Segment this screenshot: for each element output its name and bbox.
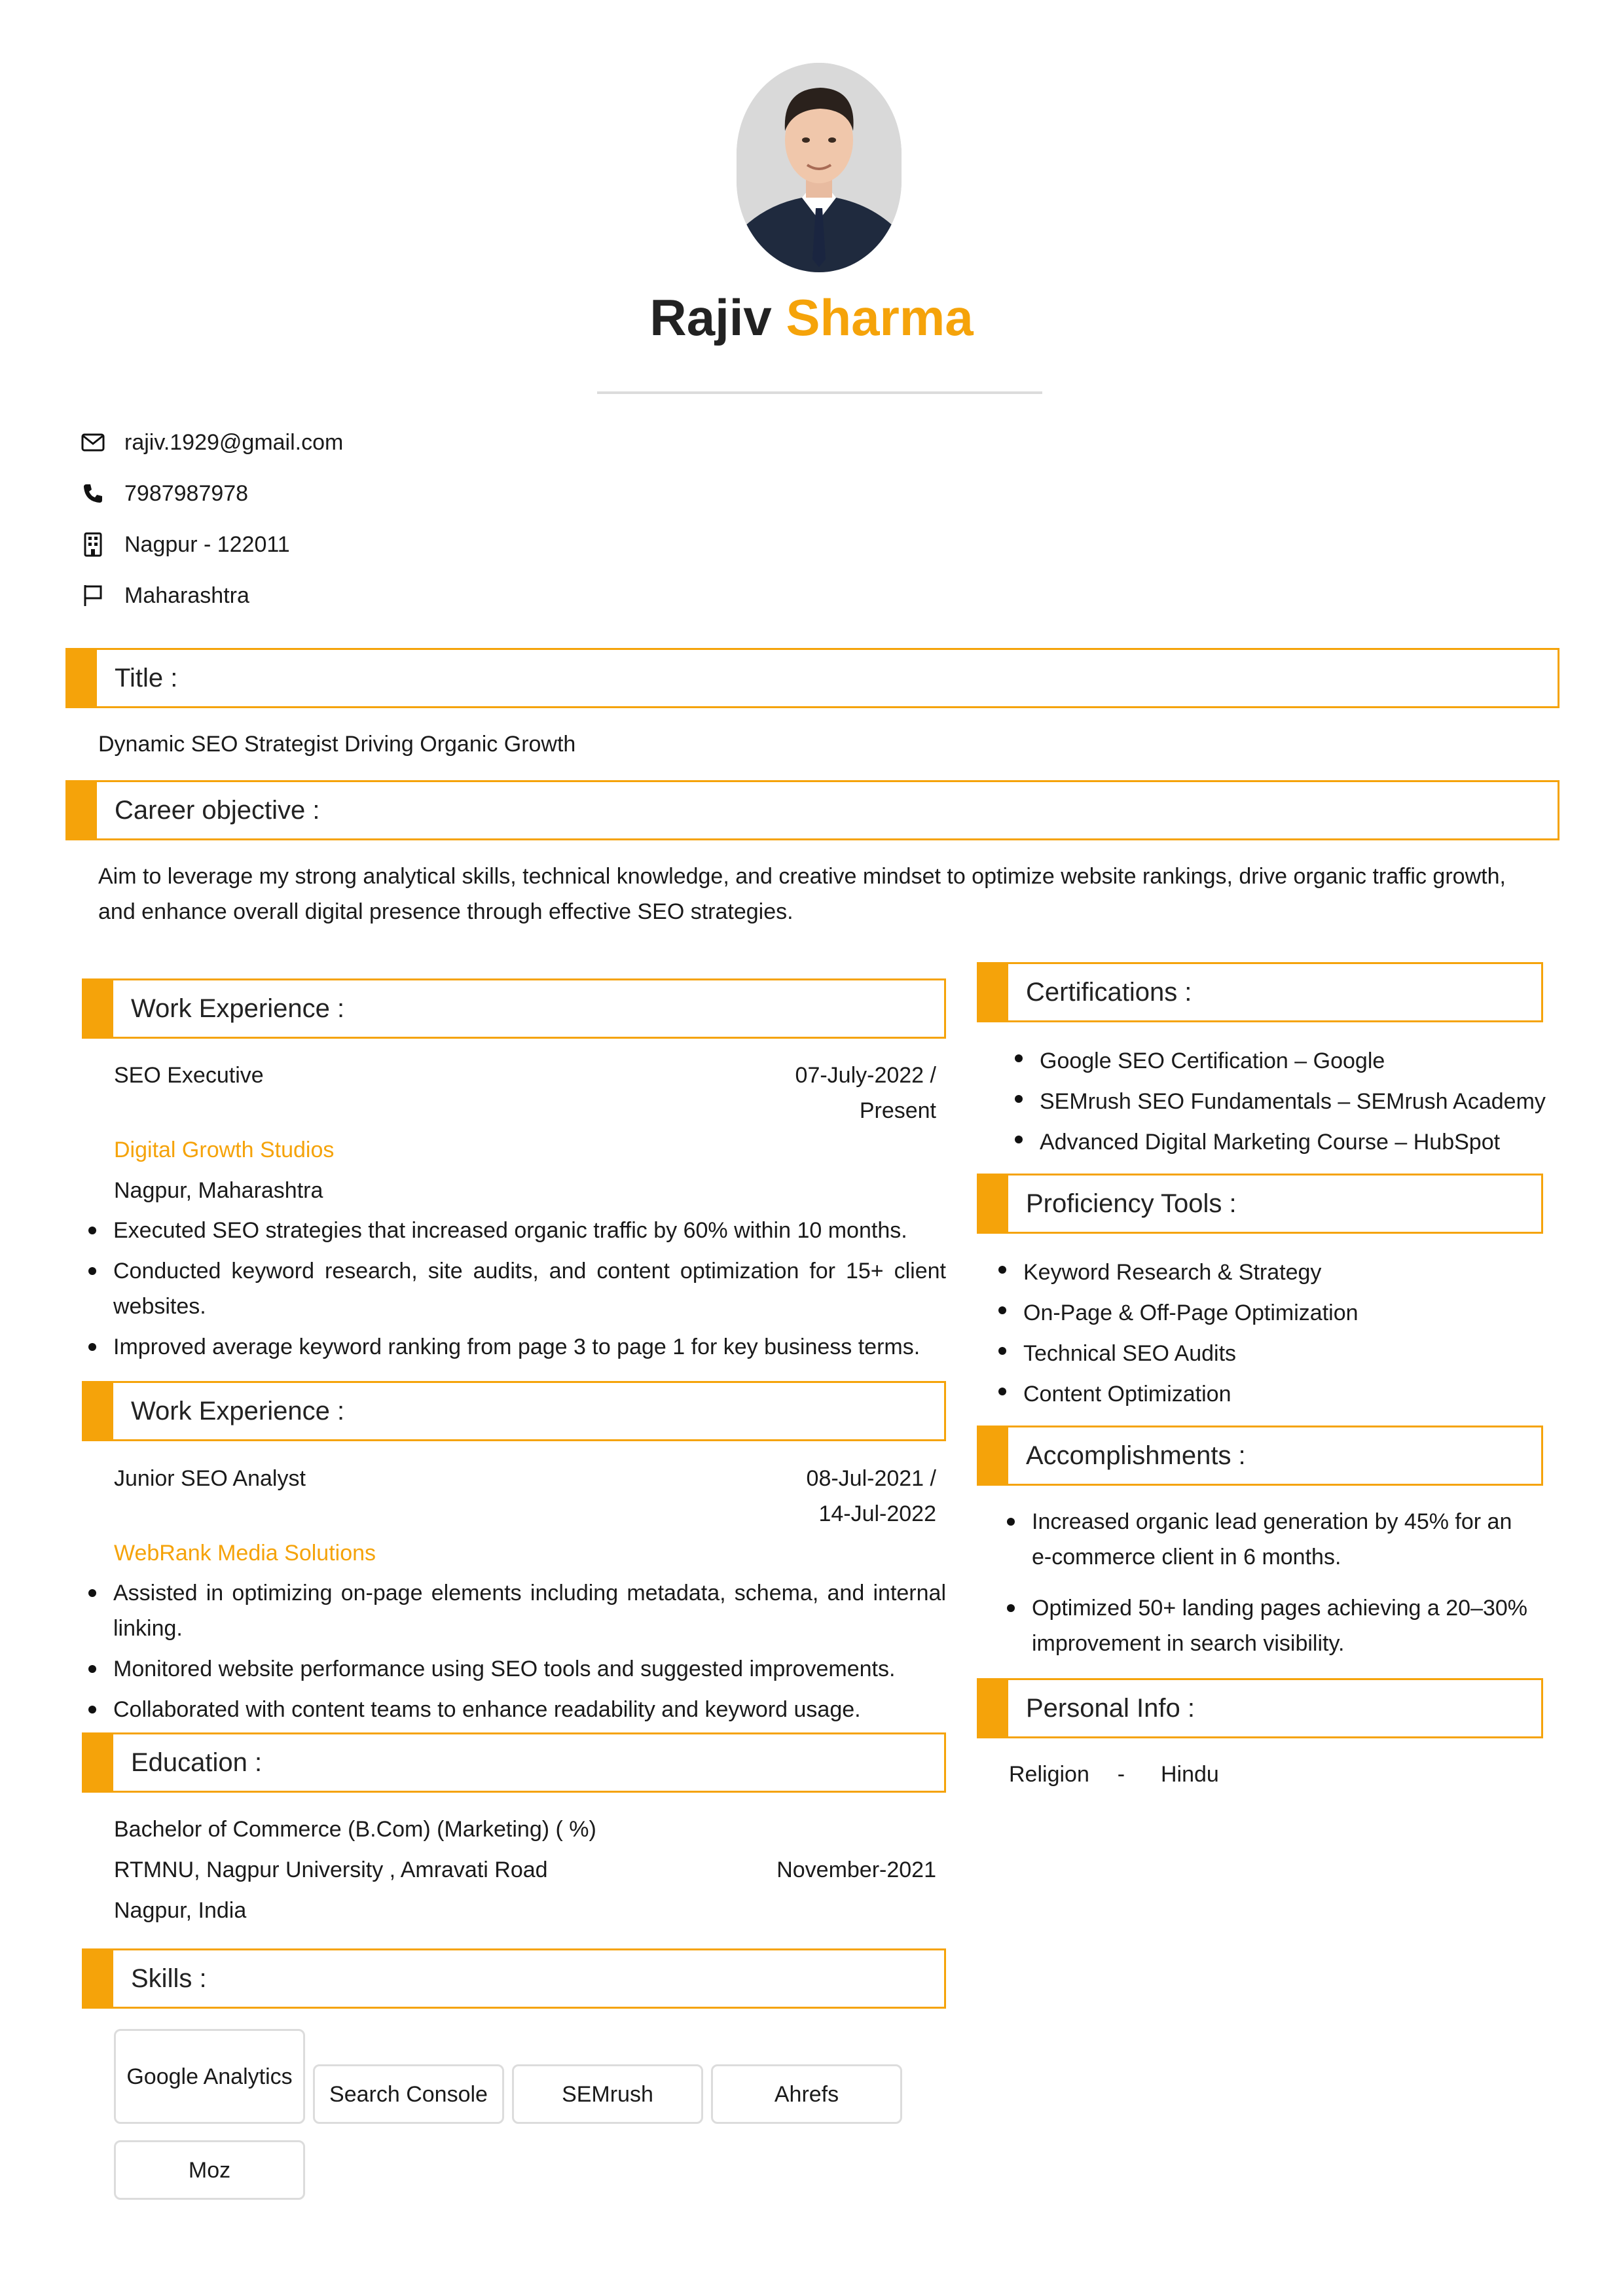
- job-date-to: Present: [859, 1098, 936, 1123]
- work-section-header-2: [82, 1381, 946, 1441]
- first-name: Rajiv: [649, 289, 772, 346]
- job-date-from: 07-July-2022 /: [795, 1063, 936, 1088]
- contact-phone: [79, 474, 248, 513]
- company-name: Digital Growth Studios: [114, 1138, 335, 1162]
- section-heading: Proficiency Tools :: [1026, 1189, 1237, 1218]
- personal-section-header: [977, 1678, 1543, 1738]
- list-item: Collaborated with content teams to enhance readability and keyword usage.: [82, 1692, 946, 1727]
- accomplishments-list: [1000, 1504, 1537, 1661]
- contact-city: [79, 525, 290, 564]
- list-item: Keyword Research & Strategy: [992, 1252, 1542, 1293]
- city-text: Nagpur - 122011: [124, 531, 290, 557]
- list-item: SEMrush SEO Fundamentals – SEMrush Academy: [1008, 1081, 1558, 1122]
- degree-text: Bachelor of Commerce (B.Com) (Marketing) ( %): [114, 1817, 596, 1842]
- list-item: Assisted in optimizing on-page elements including metadata, schema, and internal linking.: [82, 1575, 946, 1646]
- contact-email: [79, 423, 343, 462]
- job-bullets: [82, 1213, 946, 1365]
- education-date: November-2021: [776, 1857, 936, 1882]
- job-role: Junior SEO Analyst: [114, 1466, 306, 1491]
- job-date-range: [655, 1058, 936, 1128]
- state-text: Maharashtra: [124, 583, 249, 608]
- education-section-header: [82, 1732, 946, 1793]
- tools-section-header: [977, 1174, 1543, 1234]
- job-bullets: [82, 1575, 946, 1727]
- flag-icon: [79, 581, 107, 610]
- section-heading: Title :: [115, 663, 178, 692]
- section-heading: Accomplishments :: [1026, 1441, 1246, 1470]
- certifications-list: [1008, 1041, 1558, 1162]
- phone-icon: [79, 479, 107, 508]
- job-role: SEO Executive: [114, 1063, 264, 1088]
- objective-text: Aim to leverage my strong analytical skills, technical knowledge, and creative mindset to optimize website rankings, drive organic traffic growth, and enhance overall digital presence through effective SEO strategies.: [98, 864, 1506, 924]
- title-text: Dynamic SEO Strategist Driving Organic Growth: [98, 732, 576, 757]
- list-item: Increased organic lead generation by 45% for an e-commerce client in 6 months.: [1000, 1504, 1537, 1575]
- list-item: Conducted keyword research, site audits, and content optimization for 15+ client websites.: [82, 1253, 946, 1324]
- mail-icon: [79, 428, 107, 457]
- section-heading: Skills :: [131, 1964, 207, 1993]
- section-heading: Certifications :: [1026, 977, 1192, 1007]
- skill-chip: Search Console: [313, 2064, 504, 2124]
- building-icon: [79, 530, 107, 559]
- skill-chip: Ahrefs: [711, 2064, 902, 2124]
- section-heading: Career objective :: [115, 795, 320, 825]
- personal-label: Religion: [1009, 1762, 1089, 1787]
- list-item: On-Page & Off-Page Optimization: [992, 1293, 1542, 1333]
- section-heading: Work Experience :: [131, 1396, 345, 1426]
- list-item: Content Optimization: [992, 1374, 1542, 1414]
- work-section-header-1: [82, 978, 946, 1039]
- company-name: WebRank Media Solutions: [114, 1541, 376, 1566]
- title-section-header: [65, 648, 1559, 708]
- person-portrait-icon: [737, 63, 902, 272]
- job-date-range: [655, 1461, 936, 1532]
- certifications-section-header: [977, 962, 1543, 1022]
- job-date-from: 08-Jul-2021 /: [806, 1466, 936, 1491]
- accomplishments-section-header: [977, 1426, 1543, 1486]
- personal-info-row: [1009, 1757, 1219, 1792]
- candidate-name: [0, 288, 1623, 348]
- skills-section-header: [82, 1948, 946, 2009]
- list-item: Technical SEO Audits: [992, 1333, 1542, 1374]
- contact-state: [79, 576, 249, 615]
- job-date-to: 14-Jul-2022: [818, 1501, 936, 1526]
- skill-chip: Moz: [114, 2140, 305, 2200]
- last-name: Sharma: [786, 289, 974, 346]
- email-text: rajiv.1929@gmail.com: [124, 429, 344, 455]
- list-item: Monitored website performance using SEO tools and suggested improvements.: [82, 1651, 946, 1687]
- list-item: Improved average keyword ranking from page 3 to page 1 for key business terms.: [82, 1329, 946, 1365]
- name-divider: [597, 391, 1042, 394]
- skill-chip: SEMrush: [512, 2064, 703, 2124]
- list-item: Optimized 50+ landing pages achieving a 20–30% improvement in search visibility.: [1000, 1590, 1537, 1661]
- institute-text: RTMNU, Nagpur University , Amravati Road: [114, 1857, 548, 1882]
- section-heading: Work Experience :: [131, 994, 345, 1023]
- education-location: Nagpur, India: [114, 1898, 247, 1923]
- list-item: Google SEO Certification – Google: [1008, 1041, 1558, 1081]
- phone-text: 7987987978: [124, 480, 249, 506]
- personal-value: Hindu: [1161, 1762, 1219, 1787]
- skill-chip: Google Analytics: [114, 2029, 305, 2124]
- profile-photo: [737, 63, 902, 272]
- job-location: Nagpur, Maharashtra: [114, 1178, 323, 1203]
- list-item: Executed SEO strategies that increased organic traffic by 60% within 10 months.: [82, 1213, 946, 1248]
- section-heading: Personal Info :: [1026, 1693, 1195, 1723]
- list-item: Advanced Digital Marketing Course – HubSpot: [1008, 1122, 1558, 1162]
- objective-section-header: [65, 780, 1559, 840]
- personal-separator: -: [1117, 1762, 1125, 1787]
- tools-list: [992, 1252, 1542, 1414]
- section-heading: Education :: [131, 1748, 263, 1777]
